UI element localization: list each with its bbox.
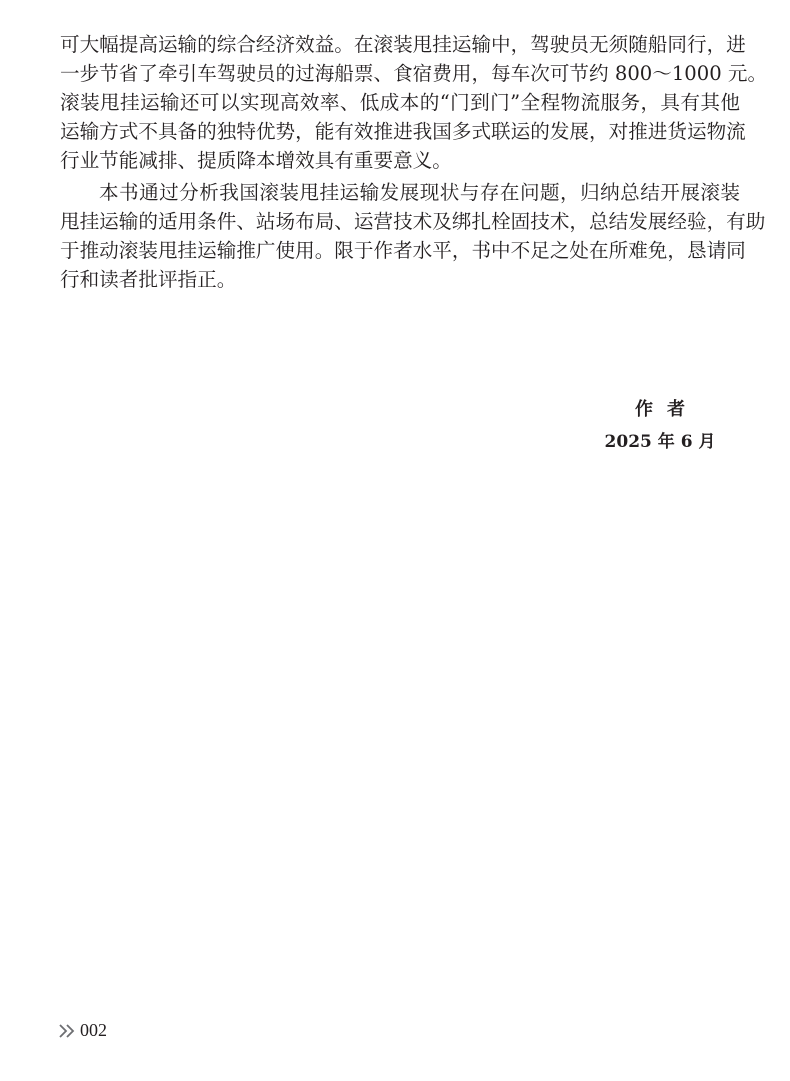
paragraph-2 [60, 178, 766, 294]
page-footer [58, 1020, 107, 1041]
signature-date: 2025 年 6 月 [604, 432, 716, 452]
body-text [60, 30, 768, 294]
text-line: 本书通过分析我国滚装甩挂运输发展现状与存在问题，归纳总结开展滚装 [99, 181, 740, 204]
author-signature: 作者 [635, 399, 699, 420]
text-line: 可大幅提高运输的综合经济效益。在滚装甩挂运输中，驾驶员无须随船同行，进 [60, 33, 746, 56]
text-line: 行业节能减排、提质降本增效具有重要意义。 [60, 149, 452, 172]
text-line: 于推动滚装甩挂运输推广使用。限于作者水平，书中不足之处在所难免，恳请同 [60, 239, 746, 262]
paragraph-1 [60, 30, 768, 175]
text-line: 一步节省了牵引车驾驶员的过海船票、食宿费用，每车次可节约 800～1000 元。 [60, 62, 768, 85]
double-chevron-right-icon [58, 1021, 78, 1041]
text-line: 滚装甩挂运输还可以实现高效率、低成本的“门到门”全程物流服务，具有其他 [60, 91, 740, 114]
text-line: 甩挂运输的适用条件、站场布局、运营技术及绑扎栓固技术，总结发展经验，有助 [60, 210, 766, 233]
text-line: 行和读者批评指正。 [60, 268, 237, 291]
page-number: 002 [80, 1020, 107, 1040]
signature-block [560, 395, 760, 457]
text-line: 运输方式不具备的独特优势，能有效推进我国多式联运的发展，对推进货运物流 [60, 120, 746, 143]
